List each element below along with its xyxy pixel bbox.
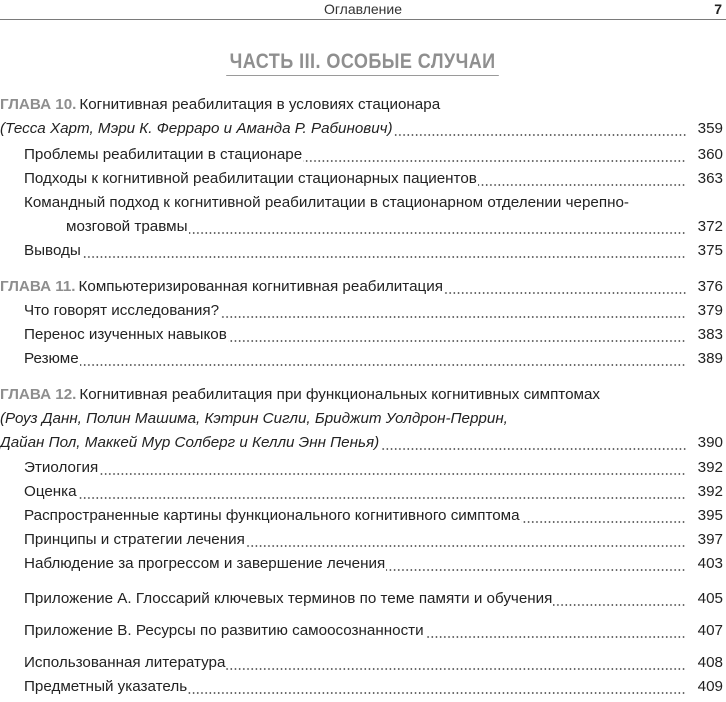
chapter-11-heading[interactable] [0,275,726,299]
toc-entry[interactable] [0,299,726,323]
chapter-12-page: 390 [697,434,723,451]
toc-entry-page: 408 [697,654,723,671]
chapter-11-title: Компьютеризированная когнитивная реабилитация [78,278,443,295]
toc-entry-text: Оценка [24,483,77,500]
toc-entry-first-line[interactable] [24,191,726,215]
toc-entry-page: 372 [697,218,723,235]
toc-entry-page: 405 [697,590,723,607]
toc-entry-page: 379 [697,302,723,319]
index-entry[interactable] [0,675,726,699]
toc-entry-page: 397 [697,531,723,548]
toc-entry-text: Распространенные картины функционального когнитивного симптома [24,507,520,524]
toc-entry-page: 360 [697,146,723,163]
toc-entry[interactable] [0,323,726,347]
toc-entry-text: Приложение В. Ресурсы по развитию самоосознанности [24,622,424,639]
toc-entry-page: 409 [697,678,723,695]
toc-entry-text: Предметный указатель [24,678,188,695]
chapter-10-page: 359 [697,120,723,137]
toc-entry-page: 392 [697,459,723,476]
toc-entry-text: Подходы к когнитивной реабилитации стационарных пациентов [24,170,477,187]
chapter-10-authors: (Тесса Харт, Мэри К. Ферраро и Аманда Р. Рабинович) [0,120,393,137]
appendix-a-entry[interactable] [0,587,726,611]
toc-entry[interactable] [0,528,726,552]
chapter-10-authors-line[interactable] [0,117,726,141]
toc-entry-text: Перенос изученных навыков [24,326,227,343]
toc-entry-page: 395 [697,507,723,524]
toc-entry-text: Использованная литература [24,654,226,671]
chapter-10-title: Когнитивная реабилитация в условиях стационара [79,96,441,113]
toc-entry[interactable] [0,215,726,239]
toc-entry-page: 407 [697,622,723,639]
header-rule [0,19,726,20]
toc-entry-text: Принципы и стратегии лечения [24,531,245,548]
toc-entry-text: Командный подход к когнитивной реабилитации в стационарном отделении черепно- [24,194,629,211]
toc-entry[interactable] [0,239,726,263]
toc-entry-page: 383 [697,326,723,343]
chapter-12-title: Когнитивная реабилитация при функциональных когнитивных симптомах [79,386,601,403]
toc-entry-page: 389 [697,350,723,367]
chapter-11-page: 376 [697,278,723,295]
part-heading [0,50,726,76]
toc-entry-text: Выводы [24,242,81,259]
toc-entry[interactable] [0,504,726,528]
chapter-12-authors-continued: Дайан Пол, Маккей Мур Солберг и Келли Энн Пенья) [0,434,380,451]
appendix-b-entry[interactable] [0,619,726,643]
toc-entry-text: Приложение А. Глоссарий ключевых терминов по теме памяти и обучения [24,590,553,607]
chapter-10-label: ГЛАВА 10. [0,96,77,113]
toc-entry-page: 363 [697,170,723,187]
chapter-11-label: ГЛАВА 11. [0,278,76,295]
references-entry[interactable] [0,651,726,675]
chapter-12-authors: (Роуз Данн, Полин Машима, Кэтрин Сигли, Бриджит Уолдрон-Перрин, [0,410,508,427]
chapter-12-heading[interactable] [0,383,726,407]
chapter-10-heading[interactable] [0,93,726,117]
toc-entry[interactable] [0,552,726,576]
toc-entry[interactable] [0,167,726,191]
toc-entry-page: 375 [697,242,723,259]
running-header-title: Оглавление [323,1,403,17]
part-title: ЧАСТЬ III. ОСОБЫЕ СЛУЧАИ [227,50,500,76]
chapter-12-authors-line-2[interactable] [0,431,726,455]
toc-entry[interactable] [0,456,726,480]
toc-entry-text: Резюме [24,350,79,367]
toc-entry[interactable] [0,480,726,504]
toc-entry-text: Что говорят исследования? [24,302,220,319]
toc-entry-text: Наблюдение за прогрессом и завершение лечения [24,555,386,572]
toc-entry[interactable] [0,347,726,371]
toc-entry-text: Этиология [24,459,99,476]
chapter-12-label: ГЛАВА 12. [0,386,77,403]
page-number: 7 [714,1,722,17]
toc-entry-text-continued: мозговой травмы [66,218,188,235]
running-header [0,0,726,20]
toc-entry-page: 392 [697,483,723,500]
toc-entry-text: Проблемы реабилитации в стационаре [24,146,303,163]
chapter-12-authors-line [0,407,726,431]
toc-entry[interactable] [0,143,726,167]
toc-entry-page: 403 [697,555,723,572]
